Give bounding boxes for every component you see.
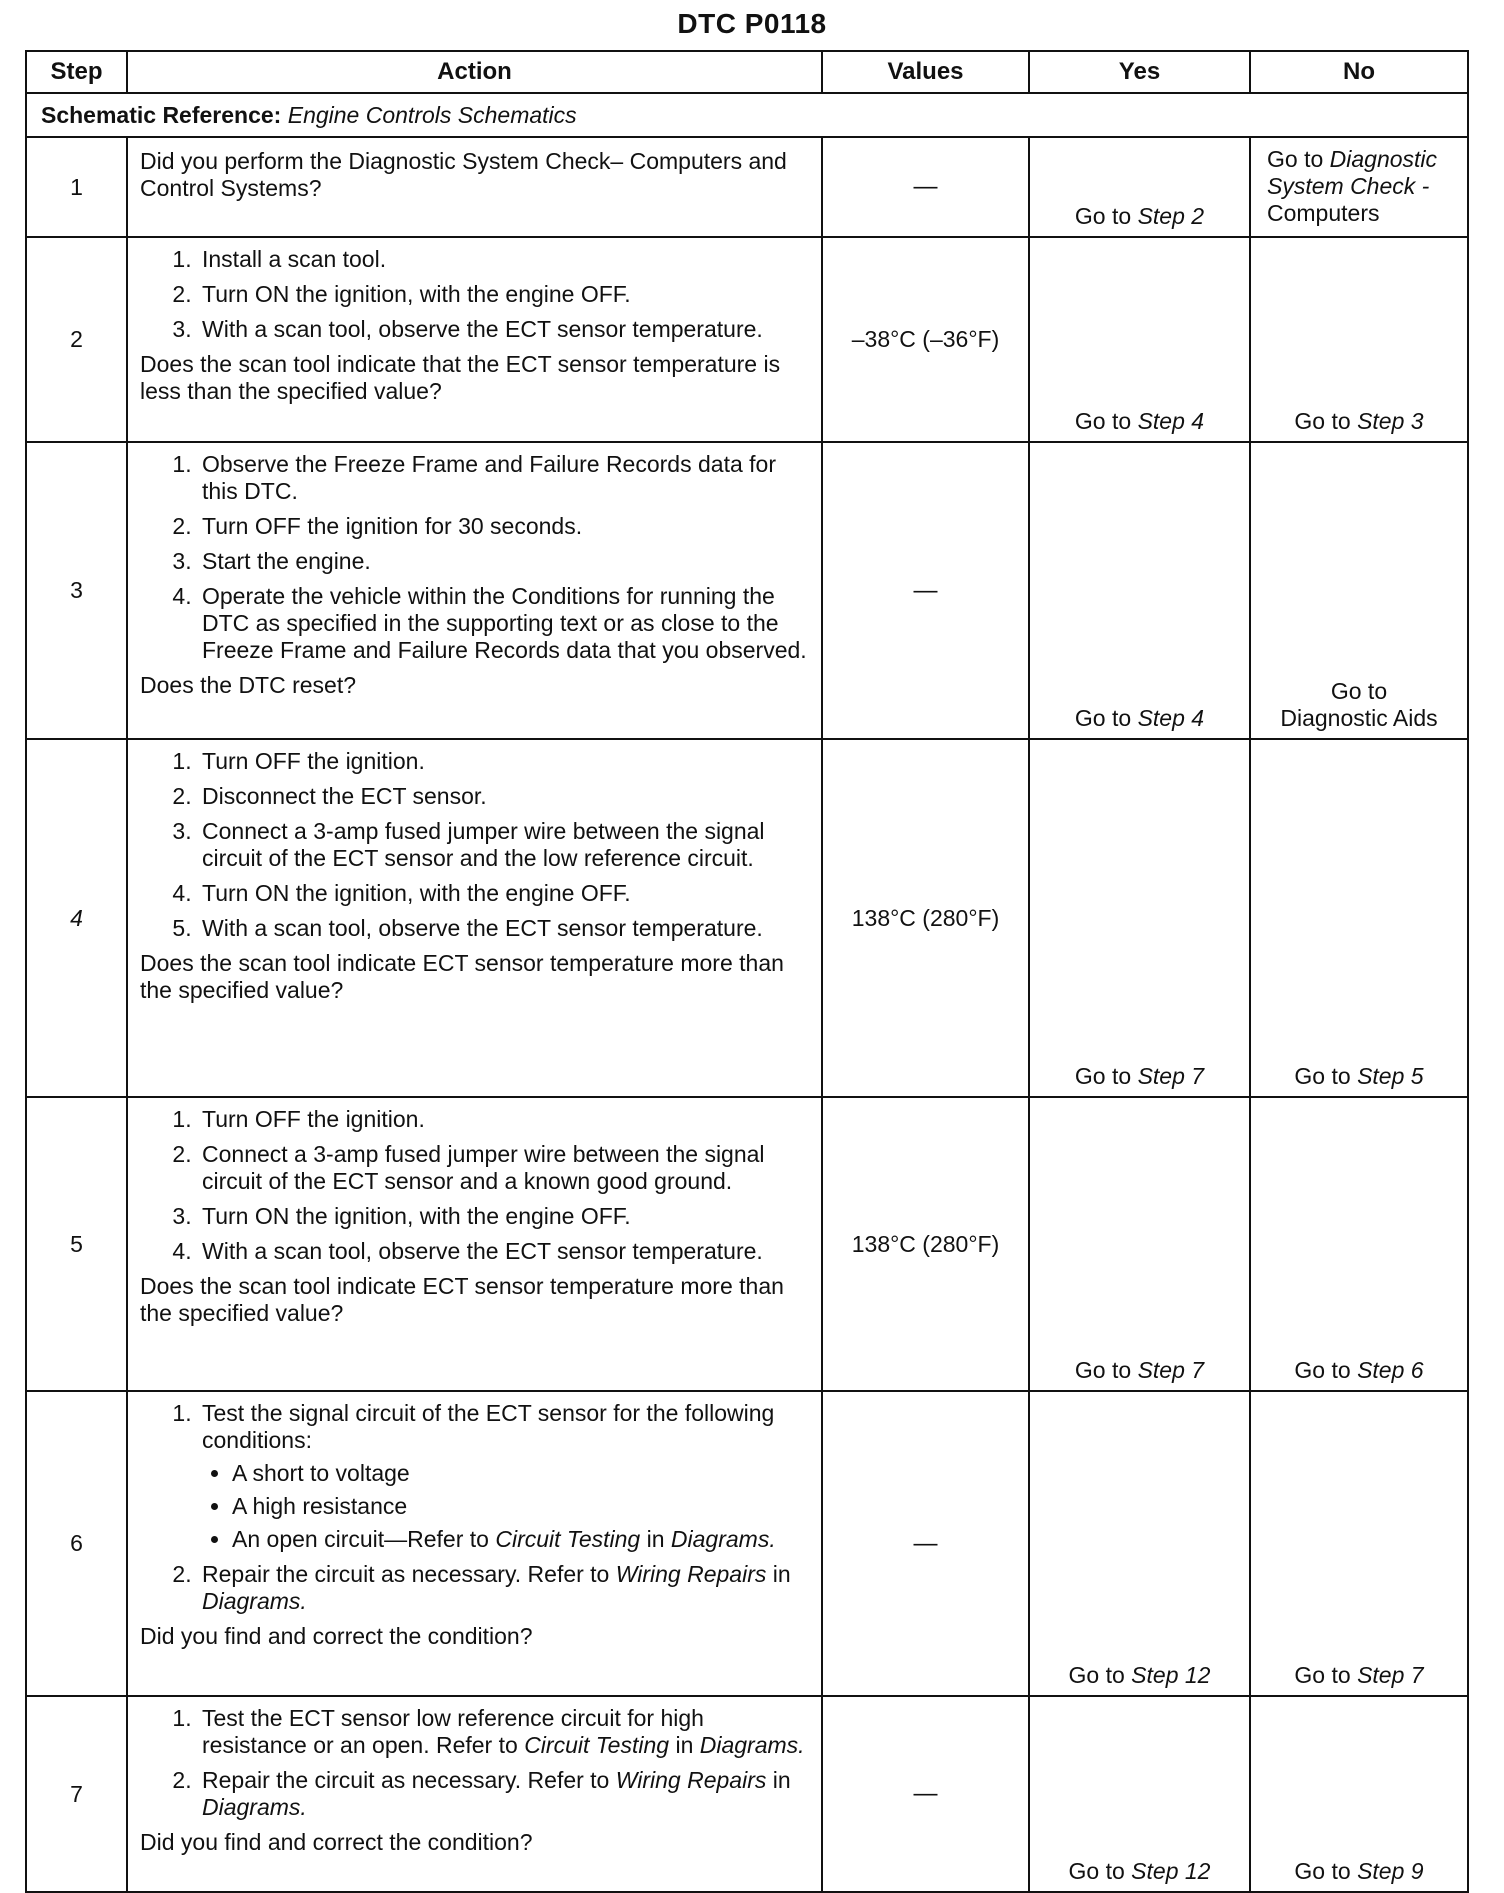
action-question: Did you perform the Diagnostic System Check– Computers and Control Systems? (140, 148, 787, 201)
yes-step-link[interactable]: Step 2 (1137, 203, 1205, 229)
action-step (198, 1561, 811, 1615)
values-cell (822, 237, 1029, 442)
step-number: 5 (26, 1097, 127, 1391)
go-to-text: Go to (1294, 1063, 1351, 1089)
action-step-text: Repair the circuit as necessary. Refer to (202, 1767, 610, 1793)
table-row (26, 1097, 1468, 1391)
action-step (198, 1400, 811, 1553)
action-steps-list (140, 748, 811, 942)
column-header-values: Values (822, 51, 1029, 93)
action-step: 4. Turn ON the ignition, with the engine OFF. (198, 880, 811, 907)
no-cell (1250, 237, 1468, 442)
action-step-text: Test the ECT sensor low reference circuit for high resistance or an open. Refer to (202, 1705, 704, 1758)
action-step: 5. With a scan tool, observe the ECT sensor temperature. (198, 915, 811, 942)
go-to-text: Go to (1267, 145, 1324, 172)
column-header-step: Step (26, 51, 127, 93)
step-number: 2 (26, 237, 127, 442)
yes-cell (1029, 1097, 1250, 1391)
condition-item: • A high resistance (232, 1493, 811, 1520)
go-to-text: Go to (1294, 1858, 1351, 1884)
schematic-reference-label: Schematic Reference: (41, 101, 282, 128)
go-to-text: Go to (1294, 408, 1351, 434)
no-step-link[interactable]: Step 9 (1357, 1858, 1424, 1884)
yes-cell (1029, 237, 1250, 442)
action-steps-list (140, 246, 811, 343)
no-cell (1250, 739, 1468, 1097)
no-step-link[interactable]: Step 5 (1357, 1063, 1424, 1089)
conditions-list (202, 1460, 811, 1553)
action-cell (127, 442, 822, 739)
diagnostic-table (25, 50, 1469, 1893)
no-step-link[interactable]: Diagnostic Aids (1280, 705, 1438, 731)
action-cell (127, 1696, 822, 1892)
values-cell (822, 1391, 1029, 1696)
table-row (26, 237, 1468, 442)
condition-item (232, 1526, 811, 1553)
action-step: 2. Disconnect the ECT sensor. (198, 783, 811, 810)
condition-item: • A short to voltage (232, 1460, 811, 1487)
condition-text: An open circuit—Refer to (232, 1526, 489, 1552)
no-step-link-text[interactable]: Computers (1267, 199, 1380, 226)
action-cell (127, 1097, 822, 1391)
no-cell (1250, 1097, 1468, 1391)
schematic-reference-link[interactable]: Engine Controls Schematics (287, 101, 577, 128)
step-number: 1 (26, 137, 127, 237)
action-cell (127, 237, 822, 442)
no-cell (1250, 1696, 1468, 1892)
no-step-link[interactable]: Step 3 (1357, 408, 1424, 434)
value-text: 138°C (280°F) (851, 1230, 1000, 1257)
action-step-text: Test the signal circuit of the ECT sensor for the following conditions: (202, 1400, 775, 1453)
column-header-action: Action (127, 51, 822, 93)
go-to-text: Go to (1294, 1357, 1351, 1383)
go-to-text: Go to (1068, 1662, 1125, 1688)
go-to-text: Go to (1294, 1662, 1351, 1688)
diagrams-link[interactable]: Diagrams. (202, 1794, 307, 1820)
action-step: 4. With a scan tool, observe the ECT sensor temperature. (198, 1238, 811, 1265)
page-title: DTC P0118 (677, 8, 827, 39)
circuit-testing-link[interactable]: Circuit Testing (495, 1526, 641, 1552)
go-to-text: Go to (1074, 1357, 1132, 1383)
table-row (26, 1696, 1468, 1892)
action-step (198, 1767, 811, 1821)
action-question: Does the scan tool indicate ECT sensor temperature more than the specified value? (140, 1273, 784, 1326)
yes-step-link[interactable]: Step 12 (1131, 1662, 1211, 1688)
go-to-text: Go to (1074, 1063, 1132, 1089)
action-step: 4. Operate the vehicle within the Conditions for running the DTC as specified in the supporting text or as close to the Freeze Frame and Failure Records data that you observed. (198, 583, 811, 664)
action-step: 3. Turn ON the ignition, with the engine OFF. (198, 1203, 811, 1230)
action-step (198, 1705, 811, 1759)
step-number: 4 (26, 739, 127, 1097)
action-question: Did you find and correct the condition? (140, 1623, 533, 1649)
value-text: –38°C (–36°F) (851, 326, 1000, 352)
action-question: Did you find and correct the condition? (140, 1829, 533, 1855)
table-row (26, 137, 1468, 237)
step-number: 6 (26, 1391, 127, 1696)
no-cell (1250, 137, 1468, 237)
value-text: — (913, 173, 938, 200)
action-cell (127, 1391, 822, 1696)
no-cell (1250, 1391, 1468, 1696)
value-text: — (913, 576, 938, 604)
no-cell (1250, 442, 1468, 739)
action-step: 3. Connect a 3-amp fused jumper wire between the signal circuit of the ECT sensor and the low reference circuit. (198, 818, 811, 872)
action-steps-list (140, 451, 811, 664)
action-question: Does the scan tool indicate that the ECT sensor temperature is less than the specified value? (140, 351, 781, 404)
header-row (26, 51, 1468, 93)
action-question: Does the scan tool indicate ECT sensor temperature more than the specified value? (140, 950, 784, 1003)
values-cell (822, 739, 1029, 1097)
action-step: 1. Turn OFF the ignition. (198, 748, 811, 775)
no-step-link[interactable]: Step 6 (1357, 1357, 1424, 1383)
action-cell (127, 137, 822, 237)
schematic-reference (26, 93, 1468, 137)
table-row (26, 739, 1468, 1097)
schematic-reference-row (26, 93, 1468, 137)
column-header-yes: Yes (1029, 51, 1250, 93)
action-step: 2. Connect a 3-amp fused jumper wire between the signal circuit of the ECT sensor and a known good ground. (198, 1141, 811, 1195)
go-to-text: Go to (1068, 1858, 1125, 1884)
wiring-repairs-link[interactable]: Wiring Repairs (615, 1767, 767, 1793)
values-cell (822, 1696, 1029, 1892)
value-text: — (913, 1529, 938, 1557)
value-text: — (913, 1780, 938, 1807)
yes-step-link[interactable]: Step 7 (1137, 1063, 1205, 1089)
go-to-text: Go to (1074, 203, 1132, 229)
column-header-no: No (1250, 51, 1468, 93)
action-cell (127, 739, 822, 1097)
in-text: in (772, 1767, 791, 1793)
diagrams-link[interactable]: Diagrams. (670, 1526, 776, 1552)
action-step: 3. Start the engine. (198, 548, 811, 575)
yes-cell (1029, 442, 1250, 739)
yes-step-link[interactable]: Step 4 (1137, 705, 1205, 731)
action-step: 3. With a scan tool, observe the ECT sensor temperature. (198, 316, 811, 343)
in-text: in (646, 1526, 665, 1552)
no-step-link[interactable]: Diagnostic System Check - (1267, 145, 1438, 199)
step-number: 7 (26, 1696, 127, 1892)
step-number: 3 (26, 442, 127, 739)
in-text: in (772, 1561, 791, 1587)
value-text: 138°C (280°F) (851, 904, 1000, 931)
yes-step-link[interactable]: Step 12 (1131, 1858, 1211, 1884)
action-question: Does the DTC reset? (140, 672, 357, 698)
yes-cell (1029, 739, 1250, 1097)
action-step: 1. Turn OFF the ignition. (198, 1106, 811, 1133)
no-step-link[interactable]: Step 7 (1357, 1662, 1424, 1688)
diagrams-link[interactable]: Diagrams. (699, 1732, 805, 1758)
yes-cell (1029, 137, 1250, 237)
values-cell (822, 137, 1029, 237)
values-cell (822, 442, 1029, 739)
action-step: 2. Turn OFF the ignition for 30 seconds. (198, 513, 811, 540)
go-to-text: Go to (1074, 705, 1132, 731)
in-text: in (675, 1732, 694, 1758)
action-step: 1. Observe the Freeze Frame and Failure Records data for this DTC. (198, 451, 811, 505)
action-steps-list (140, 1400, 811, 1615)
action-step-text: Repair the circuit as necessary. Refer to (202, 1561, 610, 1587)
go-to-text: Go to (1330, 678, 1388, 704)
action-steps-list (140, 1705, 811, 1821)
yes-cell (1029, 1391, 1250, 1696)
table-row (26, 442, 1468, 739)
action-step: 1. Install a scan tool. (198, 246, 811, 273)
action-steps-list (140, 1106, 811, 1265)
action-step: 2. Turn ON the ignition, with the engine OFF. (198, 281, 811, 308)
values-cell (822, 1097, 1029, 1391)
wiring-repairs-link[interactable]: Wiring Repairs (615, 1561, 767, 1587)
table-row (26, 1391, 1468, 1696)
go-to-text: Go to (1074, 408, 1132, 434)
yes-step-link[interactable]: Step 4 (1137, 408, 1205, 434)
diagrams-link[interactable]: Diagrams. (202, 1588, 307, 1614)
yes-cell (1029, 1696, 1250, 1892)
yes-step-link[interactable]: Step 7 (1137, 1357, 1205, 1383)
circuit-testing-link[interactable]: Circuit Testing (524, 1732, 670, 1758)
